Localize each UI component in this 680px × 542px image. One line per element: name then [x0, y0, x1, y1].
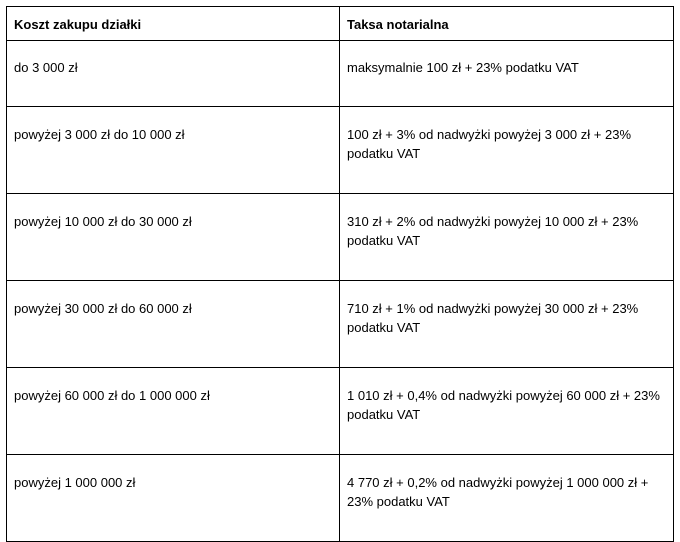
table-row — [7, 455, 674, 542]
cell-purchase-cost: powyżej 30 000 zł do 60 000 zł — [7, 281, 340, 368]
cell-notary-fee: 4 770 zł + 0,2% od nadwyżki powyżej 1 000 000 zł + 23% podatku VAT — [340, 455, 674, 542]
cell-notary-fee: maksymalnie 100 zł + 23% podatku VAT — [340, 41, 674, 107]
header-notary-fee: Taksa notarialna — [340, 7, 674, 41]
cell-notary-fee: 1 010 zł + 0,4% od nadwyżki powyżej 60 000 zł + 23% podatku VAT — [340, 368, 674, 455]
table-row — [7, 107, 674, 194]
table-row — [7, 368, 674, 455]
table-header-row — [7, 7, 674, 41]
cell-notary-fee: 100 zł + 3% od nadwyżki powyżej 3 000 zł + 23% podatku VAT — [340, 107, 674, 194]
cell-purchase-cost: do 3 000 zł — [7, 41, 340, 107]
table-row — [7, 281, 674, 368]
cell-notary-fee: 710 zł + 1% od nadwyżki powyżej 30 000 zł + 23% podatku VAT — [340, 281, 674, 368]
table-row — [7, 194, 674, 281]
cell-purchase-cost: powyżej 1 000 000 zł — [7, 455, 340, 542]
cell-purchase-cost: powyżej 60 000 zł do 1 000 000 zł — [7, 368, 340, 455]
cell-notary-fee: 310 zł + 2% od nadwyżki powyżej 10 000 zł + 23% podatku VAT — [340, 194, 674, 281]
cell-purchase-cost: powyżej 3 000 zł do 10 000 zł — [7, 107, 340, 194]
cell-purchase-cost: powyżej 10 000 zł do 30 000 zł — [7, 194, 340, 281]
table-row — [7, 41, 674, 107]
header-purchase-cost: Koszt zakupu działki — [7, 7, 340, 41]
notary-fee-table — [6, 6, 674, 542]
